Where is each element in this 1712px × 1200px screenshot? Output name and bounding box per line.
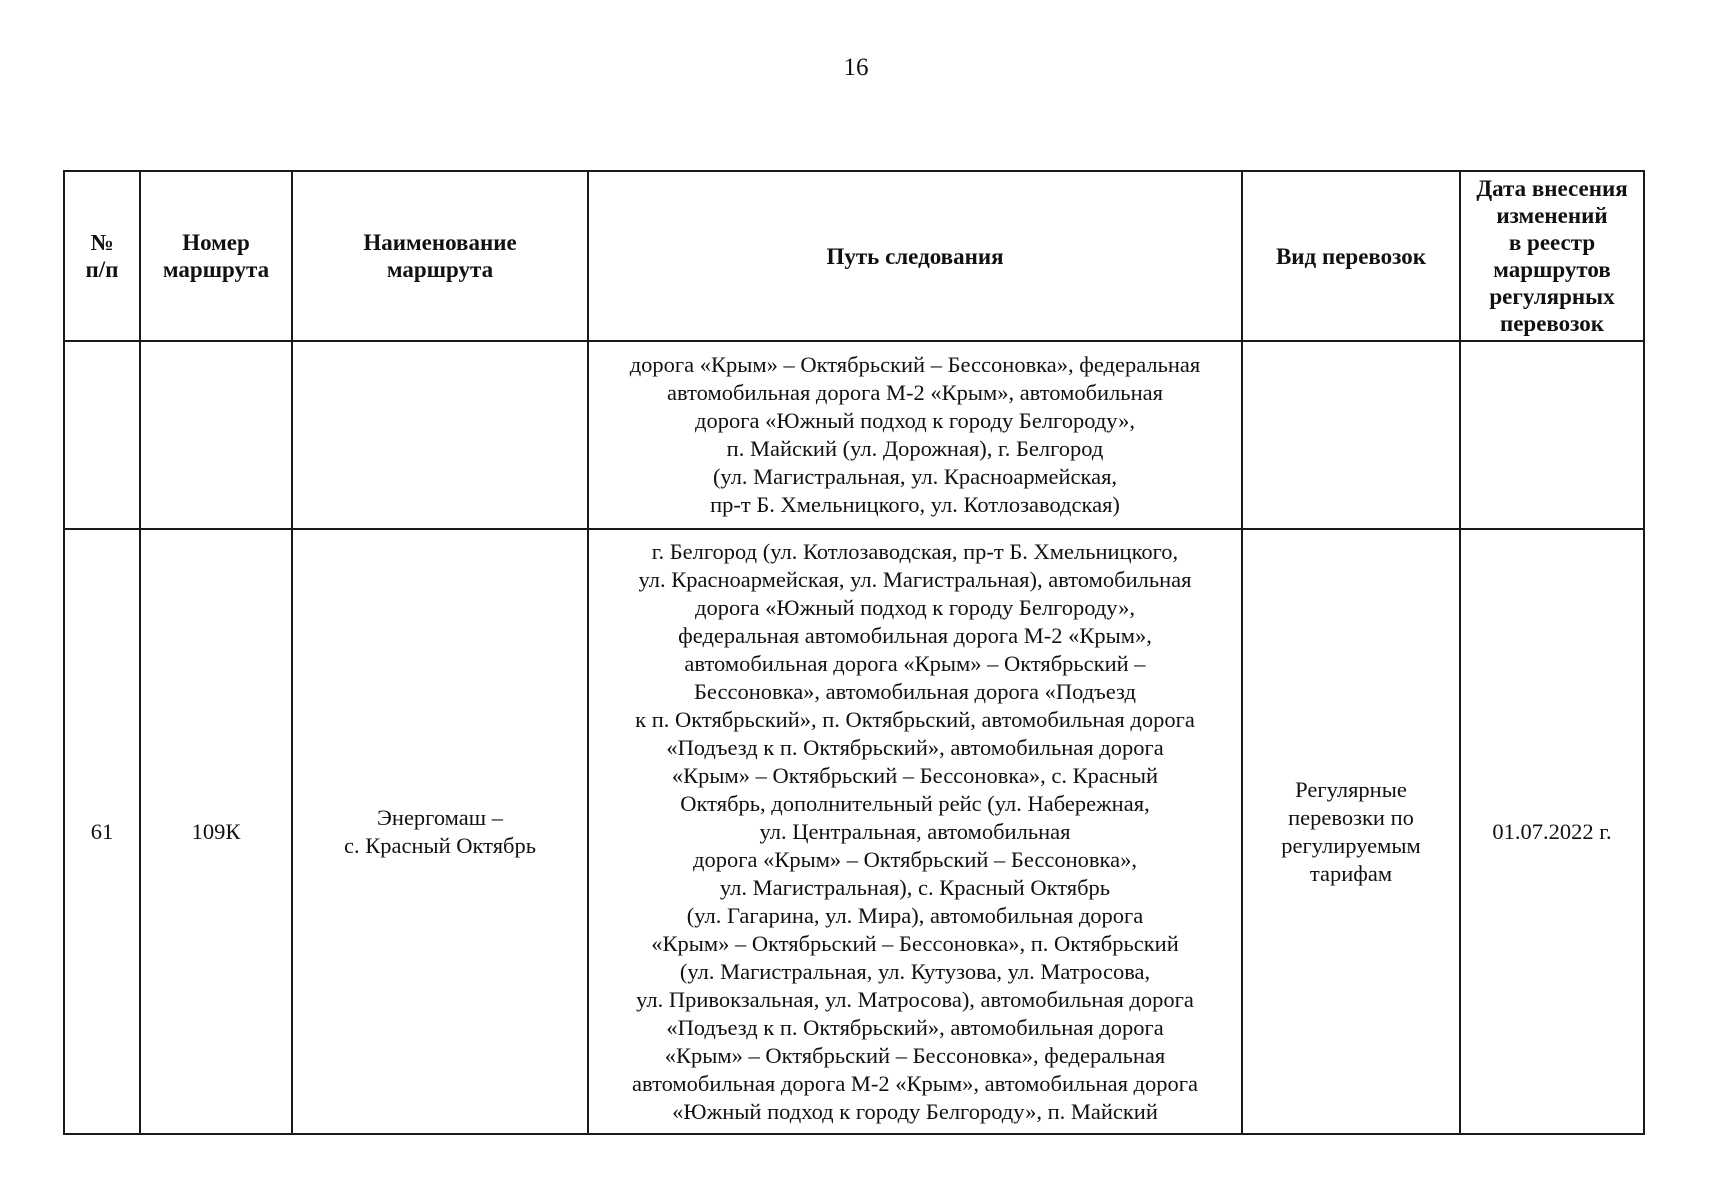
routes-table — [63, 170, 1645, 1135]
cell-path: г. Белгород (ул. Котлозаводская, пр-т Б. Хмельницкого, ул. Красноармейская, ул. Магистральная), автомобильная дорога «Южный подход к городу Белгороду», федеральная автомобильная дорога М-2 «Крым», автомобильная дорога «Крым» – Октябрьский – Бессоновка», автомобильная дорога «Подъезд к п. Октябрьский», п. Октябрьский, автомобильная дорога «Подъезд к п. Октябрьский», автомобильная дорога «Крым» – Октябрьский – Бессоновка», с. Красный Октябрь, дополнительный рейс (ул. Набережная, ул. Центральная, автомобильная дорога «Крым» – Октябрьский – Бессоновка», ул. Магистральная), с. Красный Октябрь (ул. Гагарина, ул. Мира), автомобильная дорога «Крым» – Октябрьский – Бессоновка», п. Октябрьский (ул. Магистральная, ул. Кутузова, ул. Матросова, ул. Привокзальная, ул. Матросова), автомобильная дорога «Подъезд к п. Октябрьский», автомобильная дорога «Крым» – Октябрьский – Бессоновка», федеральная автомобильная дорога М-2 «Крым», автомобильная дорога «Южный подход к городу Белгороду», п. Майский — [588, 529, 1242, 1134]
cell-transport-type: Регулярные перевозки по регулируемым тарифам — [1242, 529, 1460, 1134]
table-row — [64, 341, 1644, 529]
header-transport-type: Вид перевозок — [1242, 171, 1460, 341]
header-date: Дата внесения изменений в реестр маршрутов регулярных перевозок — [1460, 171, 1644, 341]
table-row — [64, 529, 1644, 1134]
cell-date — [1460, 341, 1644, 529]
cell-num — [64, 341, 140, 529]
cell-transport-type — [1242, 341, 1460, 529]
cell-path: дорога «Крым» – Октябрьский – Бессоновка», федеральная автомобильная дорога М-2 «Крым», автомобильная дорога «Южный подход к городу Белгороду», п. Майский (ул. Дорожная), г. Белгород (ул. Магистральная, ул. Красноармейская, пр-т Б. Хмельницкого, ул. Котлозаводская) — [588, 341, 1242, 529]
header-num: № п/п — [64, 171, 140, 341]
page-number: 16 — [843, 54, 869, 81]
cell-route-number — [140, 341, 292, 529]
cell-route-name — [292, 341, 588, 529]
cell-num: 61 — [64, 529, 140, 1134]
cell-route-number: 109К — [140, 529, 292, 1134]
cell-route-name: Энергомаш – с. Красный Октябрь — [292, 529, 588, 1134]
cell-date: 01.07.2022 г. — [1460, 529, 1644, 1134]
header-path: Путь следования — [588, 171, 1242, 341]
table-header-row — [64, 171, 1644, 341]
header-route-number: Номер маршрута — [140, 171, 292, 341]
header-route-name: Наименование маршрута — [292, 171, 588, 341]
